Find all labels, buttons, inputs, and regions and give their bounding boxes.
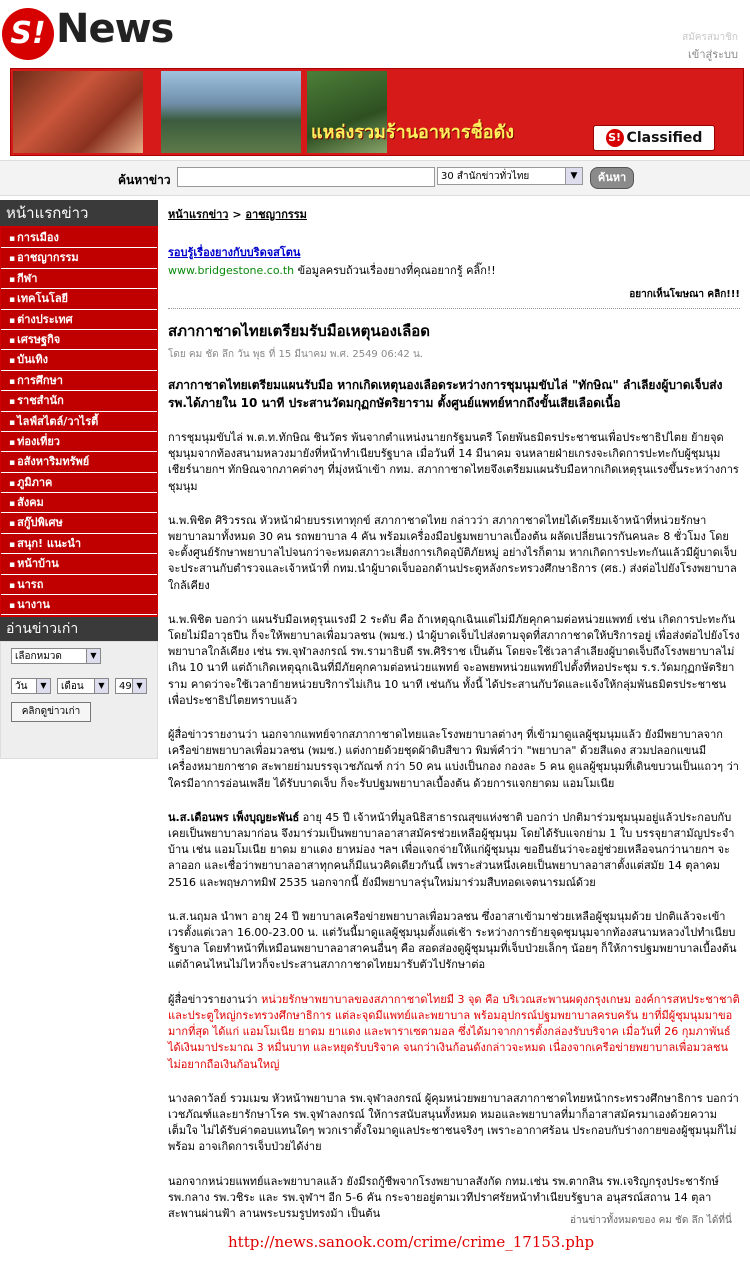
archive-category-value: เลือกหมวด [15,651,62,663]
logo-badge: S! [2,8,54,60]
article-paragraph: การชุมนุมขับไล่ พ.ต.ท.ทักษิณ ชินวัตร พ้นจากตำแหน่งนายกรัฐมนตรี โดยพันธมิตรประชาชนเพื่อประชาธิปไตย ย้ายจุดชุมนุมจากท้องสนามหลวงมายังที่หน้าทำเนียบรัฐบาล เมื่อวันที่ 14 มีนาคม จนหลายฝ่ายเกรงจะเกิดการปะทะกับผู้ชุมนุมเชียร์นายกฯ ทักษิณจากภาคต่างๆ ที่มุ่งหน้าเข้า กทม. สภากาชาดไทยจึงเตรียมแผนรับมือหากเกิดเหตุรุนแรงขึ้นระหว่างการชุมนุม [168,431,739,493]
chevron-down-icon: ▼ [132,679,146,693]
sidebar-item-category[interactable]: ▪ หน้าบ้าน [1,554,157,574]
archive-month-value: เดือน [61,681,84,693]
article-paragraph: นอกจากหน่วยแพทย์และพยาบาลแล้ว ยังมีรถกู้ชีพจากโรงพยาบาลสังกัด กทม.เช่น รพ.ตากสิน รพ.เจริญกรุงประชารักษ์ รพ.กลาง รพ.วชิระ และ รพ.จุฬาฯ อีก 5-6 คัน กระจายอยู่ตามเวทีปราศรัยหน้าทำเนียบรัฐบาล อนุสรณ์สถาน 14 ตุลา สะพานผ่านฟ้า ลานพระบรมรูปทรงม้า เป็นต้น [168,1174,719,1220]
classified-badge [593,125,715,151]
paragraph-text: อายุ 45 ปี เจ้าหน้าที่มูลนิธิสาธารณสุขแห่งชาติ บอกว่า ปกติมาร่วมชุมนุมอยู่แล้วประกอบกับเคยเป็นพยาบาลมาก่อน จึงมาร่วมเป็นพยาบาลอาสาสมัครช่วยเหลือผู้ชุมนุม โดยได้รับแจกย่าม 1 ใบ บรรจุยาสามัญประจำบ้าน เช่น แอมโมเนีย ยาดม ยาแดง ยาหม่อง ฯลฯ เพื่อแจกจ่ายให้แก่ผู้ชุมนุม ขอยืนยันว่าจะอยู่ช่วยเหลือจนกว่านายกฯ จะลาออก และเชื่อว่าพยาบาลอาสาทุกคนก็มีแนวคิดเดียวกันนี้ เพราะส่วนหนึ่งเคยเป็นพยาบาลอาสาตั้งแต่สมัย 14 ตุลาคม 2516 และพฤษภาทมิฬ 2535 นอกจากนี้ ยังมีพยาบาลรุ่นใหม่มาร่วมสืบทอดเจตนารมณ์ด้วย [168,810,735,889]
chevron-down-icon: ▼ [36,679,50,693]
banner-headline: แหล่งรวมร้านอาหารชื่อดัง [311,122,515,143]
quoted-person-name: น.ส.เดือนพร เพ็งบุญยะพันธ์ [168,810,300,824]
search-button[interactable]: ค้นหา [590,167,634,189]
ad-url-link[interactable]: www.bridgestone.co.th [168,264,295,277]
article-paragraph-highlight [168,992,740,1073]
snews-logo[interactable] [2,4,202,62]
site-header [0,0,750,160]
sidebar-item-category[interactable]: ▪ ท่องเที่ยว [1,432,157,452]
sidebar-item-category[interactable]: ▪ อสังหาริมทรัพย์ [1,452,157,472]
sidebar-item-category[interactable]: ▪ การศึกษา [1,371,157,391]
article-paragraph: ผู้สื่อข่าวรายงานว่า นอกจากแพทย์จากสภากาชาดไทยและโรงพยาบาลต่างๆ ที่เข้ามาดูแลผู้ชุมนุมแล้ว ยังมีพยาบาลจากเครือข่ายพยาบาลเพื่อมวลชน (พมช.) แต่งกายด้วยชุดผ้าดิบสีขาว พิมพ์คำว่า "พยาบาล" ด้วยสีแดง สวมปลอกแขนมีเครื่องหมายกาชาด สะพายย่ามบรรจุเวชภัณฑ์ กว่า 50 คน แบ่งเป็นกอง กองละ 5 คน ดูแลผู้ชุมนุมที่เดินขบวนเป็นแถวๆ ว่าใครมีอาการอ่อนเพลีย ได้รับบาดเจ็บ ก็จะรับปฐมพยาบาลเบื้องต้น ด้วยการแจกยาดม แอมโมเนีย [168,728,739,790]
breadcrumb-home[interactable]: หน้าแรกข่าว [168,208,229,221]
ad-promo-link[interactable]: อยากเห็นโฆษณา คลิก!!! [629,289,740,300]
article-title: สภากาชาดไทยเตรียมรับมือเหตุนองเลือด [168,322,431,340]
breadcrumb-separator: > [232,208,242,221]
classified-label: Classified [626,130,703,146]
source-url: http://news.sanook.com/crime/crime_17153.php [228,1233,595,1251]
archive-year-value: 49 [119,681,132,693]
archive-button[interactable]: คลิกดูข่าวเก่า [11,702,91,722]
chevron-down-icon: ▼ [86,649,100,663]
restaurant-photo [161,71,301,153]
archive-category-select[interactable] [11,648,101,664]
s-logo-icon: S! [606,129,624,147]
sidebar-item-category[interactable]: ▪ การเมือง [1,228,157,248]
login-area [682,30,738,63]
sidebar-item-category[interactable]: ▪ ภูมิภาค [1,473,157,493]
sidebar-item-category[interactable]: ▪ กีฬา [1,269,157,289]
article-paragraph: น.พ.พิชิต ศิริวรรณ หัวหน้าฝ่ายบรรเทาทุกข์ สภากาชาดไทย กล่าวว่า สภากาชาดไทยได้เตรียมเจ้าหน้าที่หน่วยรักษาพยาบาลมาทั้งหมด 30 คน รถพยาบาล 4 คัน พร้อมเครื่องมือปฐมพยาบาลเบื้องต้น ผลัดเปลี่ยนเวรกันคนละ 8 ชั่วโมง โดยจะตั้งศูนย์รักษาพยาบาลไปจนกว่าจะหมดสภาวะเสี่ยงการเกิดอุบัติภัยหมู่ อย่างไรก็ตาม หากเกิดการปะทะกันแล้วมีผู้บาดเจ็บจะประสานกับตำรวจและเจ้าหน้าที่ กทม.นำผู้บาดเจ็บออกด้านประตูหลังกระทรวงศึกษาธิการ (ศธ.) ส่งต่อไปยังโรงพยาบาลใกล้เคียง [168,513,737,592]
ad-text: ข้อมูลครบถ้วนเรื่องยางที่คุณอยากรู้ คลิ๊ก!! [297,264,496,277]
breadcrumb [168,205,740,223]
login-link[interactable]: เข้าสู่ระบบ [682,45,738,63]
archive-day-value: วัน [15,681,28,693]
sidebar-item-category[interactable]: ▪ สังคม [1,493,157,513]
classified-banner[interactable] [10,68,744,156]
source-select[interactable] [437,167,583,185]
chevron-down-icon: ▼ [565,168,582,184]
sidebar-item-category[interactable]: ▪ เทคโนโลยี [1,289,157,309]
source-footnote-link[interactable]: อ่านข่าวทั้งหมดของ คม ชัด ลึก ได้ที่นี่ [570,1215,732,1226]
sidebar-item-category[interactable]: ▪ นารถ [1,575,157,595]
article-main [168,205,740,1222]
category-list [0,226,158,617]
sponsored-ad [168,243,740,279]
chevron-down-icon: ▼ [94,679,108,693]
archive-heading: อ่านข่าวเก่า [0,617,158,641]
archive-day-select[interactable] [11,678,51,694]
archive-month-select[interactable] [57,678,109,694]
sidebar-item-category[interactable]: ▪ สนุก! แนะนำ [1,534,157,554]
paragraph-prefix: ผู้สื่อข่าวรายงานว่า [168,992,258,1006]
sidebar-item-category[interactable]: ▪ บันเทิง [1,350,157,370]
breadcrumb-current[interactable]: อาชญากรรม [245,208,307,221]
search-bar [0,160,750,196]
logo-text: News [56,6,174,52]
sidebar-item-category[interactable]: ▪ ต่างประเทศ [1,310,157,330]
search-label: ค้นหาข่าว [118,173,171,187]
sidebar-item-category[interactable]: ▪ ราชสำนัก [1,391,157,411]
archive-year-select[interactable] [115,678,147,694]
article-byline: โดย คม ชัด ลึก วัน พุธ ที่ 15 มีนาคม พ.ศ. 2549 06:42 น. [168,349,423,360]
sidebar-item-category[interactable]: ▪ ไลฟ์สไตล์/วาไรตี้ [1,412,157,432]
article-paragraph [168,810,740,891]
article-lead: สภากาชาดไทยเตรียมแผนรับมือ หากเกิดเหตุนองเลือดระหว่างการชุมนุมขับไล่ "ทักษิณ" ลำเลียงผู้บาดเจ็บส่ง รพ.ได้ภายใน 10 นาที ประสานวัดมกุฏกษัตริยาราม ตั้งศูนย์แพทย์หากถึงขั้นเสียเลือดเนื้อ [168,378,723,410]
register-link[interactable]: สมัครสมาชิก [682,32,738,43]
sidebar-item-category[interactable]: ▪ เศรษฐกิจ [1,330,157,350]
search-input[interactable] [177,167,435,187]
sidebar [0,200,158,1230]
sidebar-item-category[interactable]: ▪ อาชญากรรม [1,248,157,268]
article-paragraph: น.ส.นฤมล นำพา อายุ 24 ปี พยาบาลเครือข่ายพยาบาลเพื่อมวลชน ซึ่งอาสาเข้ามาช่วยเหลือผู้ชุมนุมด้วย ปกติแล้วจะเข้าเวรตั้งแต่เวลา 16.00-23.00 น. แต่วันนี้มาดูแลผู้ชุมนุมตั้งแต่เช้า ระหว่างการย้ายจุดชุมนุมจากท้องสนามหลวงไปทำเนียบรัฐบาล โดยทำหน้าที่เหมือนพยาบาลอาสาคนอื่นๆ คือ สอดส่องดูผู้ชุมนุมที่เจ็บป่วยเล็กๆ น้อยๆ ก็ให้การปฐมพยาบาลเบื้องต้น แต่ถ้าคนไหนไม่ไหวก็จะประสานสภากาชาดไทยมารับตัวไปรักษาต่อ [168,909,737,972]
source-select-value: 30 สำนักข่าวทั่วไทย [441,171,530,182]
article-paragraph: น.พ.พิชิต บอกว่า แผนรับมือเหตุรุนแรงมี 2 ระดับ คือ ถ้าเหตุฉุกเฉินแต่ไม่มีภัยคุกคามต่อหน่วยแพทย์ เช่น เกิดการปะทะกันโดยไม่มีอาวุธปืน ก็จะให้พยาบาลเพื่อมวลชน (พมช.) นำผู้บาดเจ็บไปส่งตามจุดที่สภากาชาดให้บริการอยู่ เพื่อส่งต่อไปยังโรงพยาบาลใกล้เคียง เช่น รพ.จุฬาลงกรณ์ รพ.รามาธิบดี รพ.ศิริราช เป็นต้น โดยจะใช้เวลาลำเลียงผู้บาดเจ็บถึงโรงพยาบาลไม่เกิน 10 นาที แต่ถ้าเกิดเหตุฉุกเฉินที่มีภัยคุกคามต่อหน่วยแพทย์ จะอพยพหน่วยแพทย์ไปตั้งที่หอประชุม ร.ร.วัดมกุฏกษัตริยาราม คาดว่าจะใช้เวลาย้ายหน่วยบริการไม่เกิน 10 นาที เช่นกัน ทั้งนี้ ได้ประสานกับวัดและแจ้งให้กลุ่มพันธมิตรประชาชนเพื่อประชาธิปไตยทราบแล้ว [168,612,740,707]
divider [168,308,740,309]
sidebar-item-category[interactable]: ▪ นางาน [1,595,157,615]
sidebar-heading[interactable]: หน้าแรกข่าว [0,200,158,226]
food-photo [13,71,143,153]
paragraph-text: หน่วยรักษาพยาบาลของสภากาชาดไทยมี 3 จุด คือ บริเวณสะพานผดุงกรุงเกษม องค์การสหประชาชาติ และประตูใหญ่กระทรวงศึกษาธิการ แต่ละจุดมีแพทย์และพยาบาล พร้อมอุปกรณ์ปฐมพยาบาลครบครัน ยาที่มีผู้ชุมนุมมาขอมากที่สุด ได้แก่ แอมโมเนีย ยาดม ยาแดง และพาราเซตามอล ซึ่งได้มาจากการตั้งกล่องรับบริจาค เมื่อวันที่ 26 กุมภาพันธ์ ได้เงินมาประมาณ 3 หมื่นบาท และหยุดรับบริจาค จนกว่าเงินก้อนดังกล่าวจะหมด เนื่องจากเครือข่ายพยาบาลเพื่อมวลชนไม่อยากถือเงินก้อนใหญ่ [168,992,740,1071]
ad-title-link[interactable]: รอบรู้เรื่องยางกับบริดจสโตน [168,246,301,259]
sidebar-item-category[interactable]: ▪ สกู๊ปพิเศษ [1,513,157,533]
article-paragraph: นางลดาวัลย์ รวมเมฆ หัวหน้าพยาบาล รพ.จุฬาลงกรณ์ ผู้คุมหน่วยพยาบาลสภากาชาดไทยหน้ากระทรวงศึกษาธิการ บอกว่า เวชภัณฑ์และยารักษาโรค รพ.จุฬาลงกรณ์ ให้การสนับสนุนทั้งหมด หมอและพยาบาลที่มาก็อาสาสมัครมาเองด้วยความเต็มใจ ไม่ได้รับค่าตอบแทนใดๆ พวกเราตั้งใจมาดูแลประชาชนจริงๆ เพราะอากาศร้อน ประกอบกับร่างกายของผู้ชุมนุมก็ไม่พร้อม อาจเกิดการเจ็บป่วยได้ง่าย [168,1091,739,1154]
archive-panel [0,641,158,759]
